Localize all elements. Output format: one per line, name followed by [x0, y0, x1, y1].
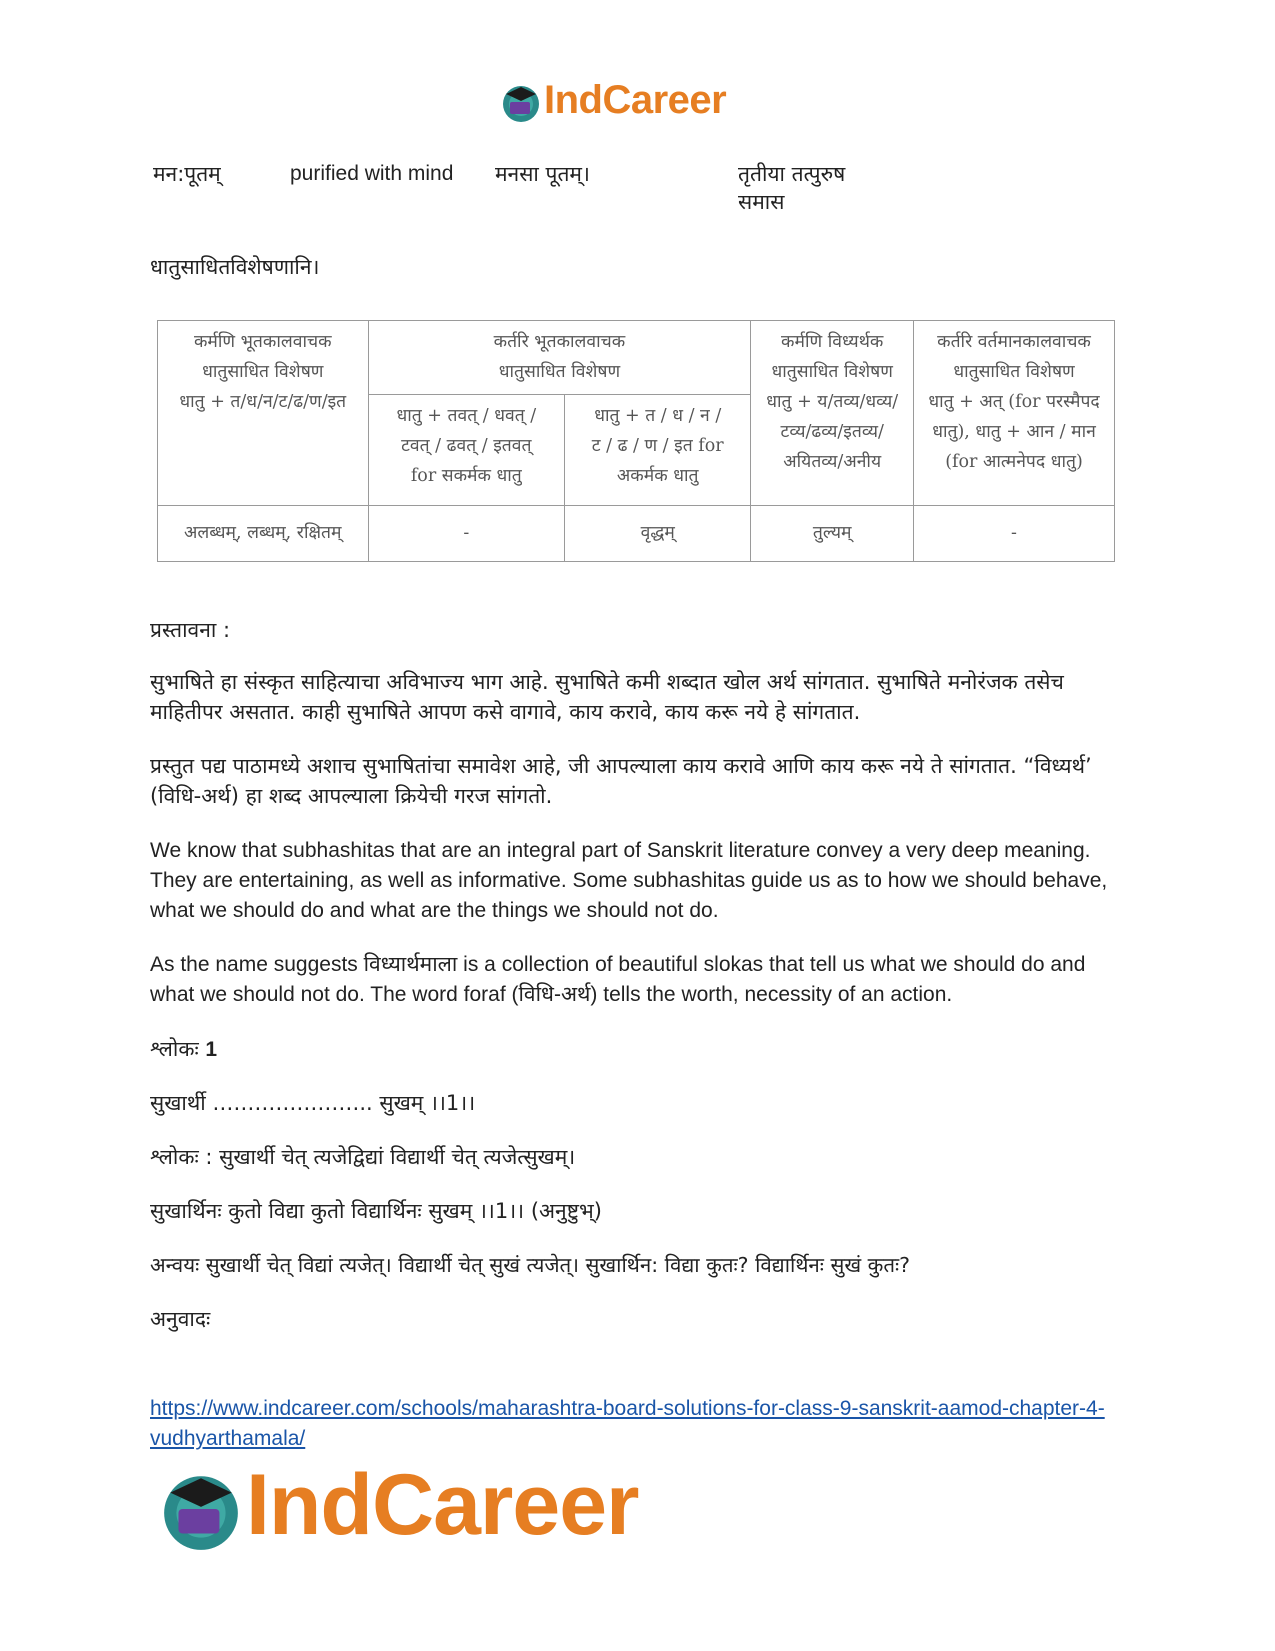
intro-heading: प्रस्तावना :	[150, 618, 231, 642]
anvaya: अन्वयः सुखार्थी चेत् विद्यां त्यजेत्। विद्यार्थी चेत् सुखं त्यजेत्। सुखार्थिन: विद्या कुतः? विद्यार्थिनः सुखं कुतः?	[150, 1253, 911, 1277]
paragraph-marathi-1: सुभाषिते हा संस्कृत साहित्याचा अविभाज्य भाग आहे. सुभाषिते कमी शब्दात खोल अर्थ सांगतात. सुभाषिते मनोरंजक तसेच माहितीपर असतात. काही सुभाषिते आपण कसे वागावे, काय करावे, काय करू नये हे सांगतात.	[150, 670, 1064, 724]
shloka-label: श्लोकः	[150, 1037, 199, 1061]
vocab-meaning: purified with mind	[290, 162, 454, 185]
shloka-line-1: श्लोकः : सुखार्थी चेत् त्यजेद्विद्यां विद्यार्थी चेत् त्यजेत्सुखम्।	[150, 1145, 576, 1169]
graduation-globe-icon	[500, 82, 542, 124]
participle-table	[157, 320, 1115, 562]
section-heading: धातुसाधितविशेषणानि।	[150, 255, 320, 279]
table-subheader-2a: धातु + तवत् / धवत् / टवत् / ढवत् / इतवत् for सकर्मक धातु	[368, 395, 565, 505]
anuvada-label: अनुवादः	[150, 1307, 211, 1331]
table-cell: -	[914, 505, 1115, 561]
paragraph-marathi-2: प्रस्तुत पद्य पाठामध्ये अशाच सुभाषितांचा समावेश आहे, जी आपल्याला काय करावे आणि काय करू नये ते सांगतात. “विध्यर्थ’ (विधि-अर्थ) हा शब्द आपल्याला क्रियेची गरज सांगतो.	[150, 754, 1092, 808]
table-header-2: कर्तरि भूतकालवाचक धातुसाधित विशेषण	[368, 321, 751, 395]
paragraph-english-1: We know that subhashitas that are an integral part of Sanskrit literature convey a very deep meaning. They are entertaining, as well as informative. Some subhashitas guide us as to how we should behave, what we should do and what are the things we should not do.	[150, 839, 1108, 922]
brand-name: IndCareer	[544, 78, 727, 122]
table-header-4: कर्तरि वर्तमानकालवाचक धातुसाधित विशेषण धातु + अत् (for परस्मैपद धातु), धातु + आन / मान (for आत्मनेपद धातु)	[914, 321, 1115, 506]
table-subheader-2b: धातु + त / ध / न / ट / ढ / ण / इत for अकर्मक धातु	[565, 395, 751, 505]
paragraph-english-2: As the name suggests विध्यार्थमाला is a collection of beautiful slokas that tell us what we should do and what we should not do. The word foraf (विधि-अर्थ) tells the worth, necessity of an action.	[150, 953, 1086, 1006]
table-cell: अलब्धम्, लब्धम्, रक्षितम्	[158, 505, 369, 561]
vocab-samasa-line1: तृतीया तत्पुरुष	[738, 162, 846, 186]
table-cell: तुल्यम्	[751, 505, 914, 561]
table-cell: -	[368, 505, 565, 561]
table-header-3: कर्मणि विध्यर्थक धातुसाधित विशेषण धातु + य/तव्य/धव्य/ टव्य/ढव्य/इतव्य/ अयितव्य/अनीय	[751, 321, 914, 506]
vocab-word: मन:पूतम्	[153, 162, 221, 186]
shloka-line-2: सुखार्थिनः कुतो विद्या कुतो विद्यार्थिनः सुखम् ।।1।। (अनुष्टुभ्)	[150, 1199, 602, 1223]
brand-logo-top	[500, 78, 780, 128]
graduation-globe-icon	[158, 1468, 244, 1554]
table-header-1: कर्मणि भूतकालवाचक धातुसाधित विशेषण धातु + त/ध/न/ट/ढ/ण/इत	[158, 321, 369, 506]
source-link[interactable]: https://www.indcareer.com/schools/maharashtra-board-solutions-for-class-9-sanskrit-aamod-chapter-4-vudhyarthamala/	[150, 1397, 1105, 1450]
brand-logo-bottom	[158, 1457, 698, 1562]
table-cell: वृद्धम्	[565, 505, 751, 561]
vocab-samasa-line2: समास	[738, 190, 785, 214]
shloka-heading	[150, 1034, 1130, 1065]
brand-name: IndCareer	[246, 1457, 639, 1553]
shloka-short: सुखार्थी ………………….. सुखम् ।।1।।	[150, 1091, 476, 1115]
vocab-vigraha: मनसा पूतम्।	[495, 162, 590, 186]
shloka-number: 1	[205, 1038, 218, 1061]
